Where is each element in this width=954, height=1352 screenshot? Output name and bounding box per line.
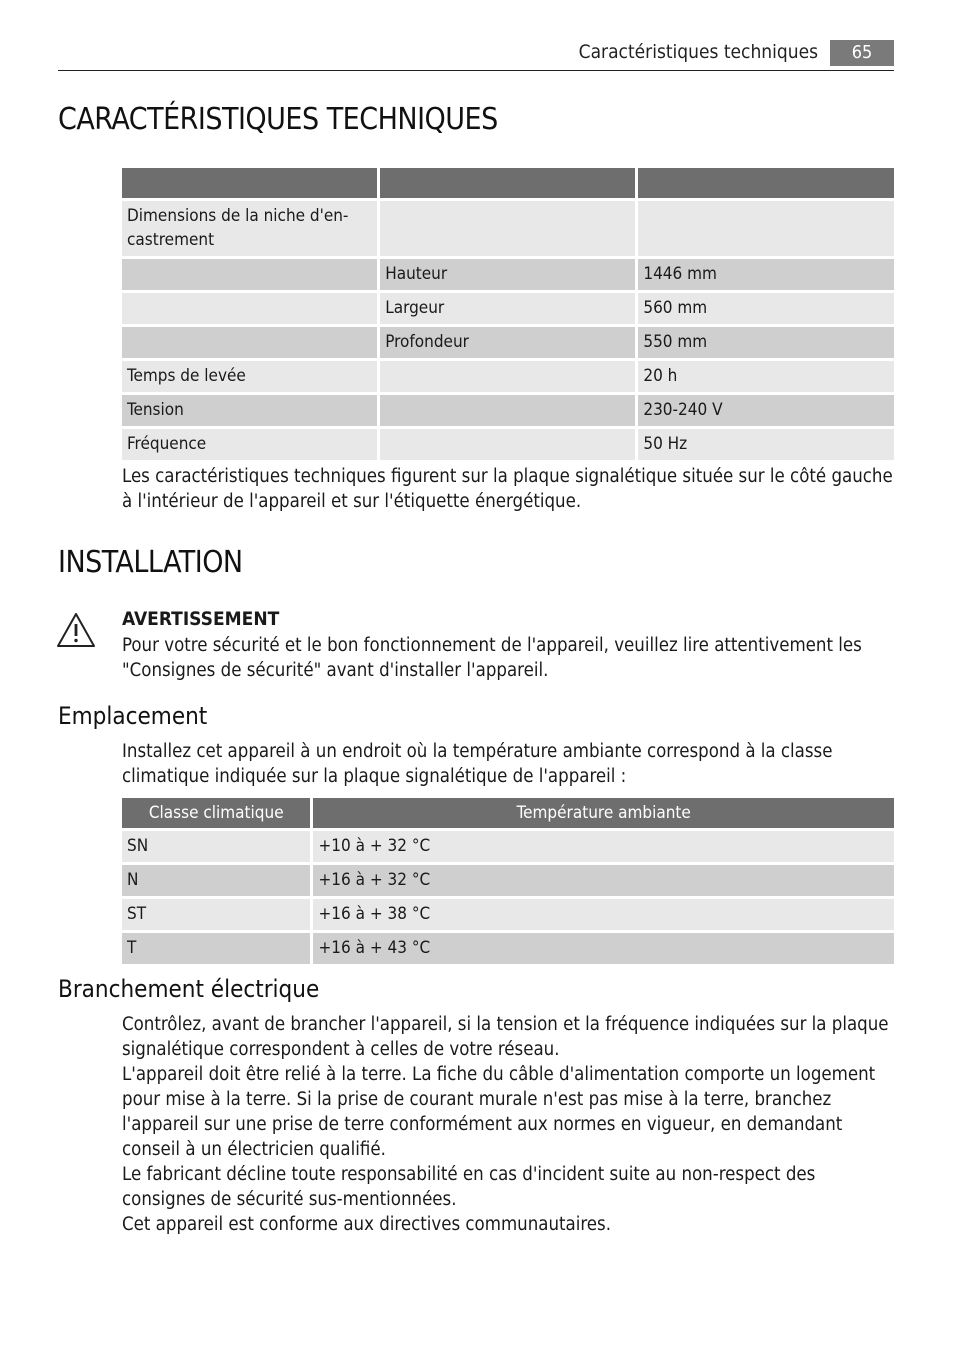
table-row — [122, 899, 894, 930]
table-cell: +10 à + 32 °C — [313, 831, 894, 862]
table-row — [122, 201, 894, 256]
cell-text: Dimensions de la niche d'en- castrement — [127, 206, 349, 250]
table-cell: 20 h — [638, 361, 894, 392]
table-cell: Profondeur — [380, 327, 635, 358]
table-cell: 560 mm — [638, 293, 894, 324]
emplacement-paragraph: Installez cet appareil à un endroit où la température ambiante correspond à la classe climatique indiquée sur la plaque signalétique de l'appareil : — [122, 741, 833, 787]
table-cell: Temps de levée — [122, 361, 377, 392]
table-cell — [380, 201, 635, 256]
table-row — [122, 831, 894, 862]
branchement-text-block — [122, 1012, 894, 1237]
page-number: 65 — [830, 40, 894, 66]
table-cell — [380, 395, 635, 426]
table-cell: ST — [122, 899, 310, 930]
tech-note-paragraph: Les caractéristiques techniques figurent sur la plaque signalétique située sur le côté gauche à l'intérieur de l'appareil et sur l'étiquette énergétique. — [122, 466, 893, 512]
branchement-paragraph: Le fabricant décline toute responsabilité en cas d'incident suite au non-respect des consignes de sécurité sus-mentionnées. — [122, 1164, 816, 1210]
table-cell — [122, 259, 377, 290]
table-row — [122, 395, 894, 426]
table-cell: Fréquence — [122, 429, 377, 460]
table-cell: 50 Hz — [638, 429, 894, 460]
tech-table-header-cell — [380, 168, 635, 198]
table-row — [122, 429, 894, 460]
table-cell: Tension — [122, 395, 377, 426]
table-cell: T — [122, 933, 310, 964]
table-cell: 550 mm — [638, 327, 894, 358]
table-cell: Hauteur — [380, 259, 635, 290]
table-cell: 1446 mm — [638, 259, 894, 290]
tech-table-header-cell — [638, 168, 894, 198]
climate-header-temperature: Température ambiante — [313, 798, 894, 828]
warning-title: AVERTISSEMENT — [122, 608, 280, 630]
header-rule — [58, 70, 894, 71]
branchement-paragraph: Contrôlez, avant de brancher l'appareil, si la tension et la fréquence indiquées sur la plaque signalétique correspondent à celles de votre réseau. — [122, 1014, 889, 1060]
table-row — [122, 327, 894, 358]
climate-header-class: Classe climatique — [122, 798, 310, 828]
running-header-title: Caractéristiques techniques — [578, 41, 818, 63]
subsection-title-branchement: Branchement électrique — [58, 975, 320, 1003]
climate-table-header-row — [122, 798, 894, 828]
table-cell: N — [122, 865, 310, 896]
subsection-title-emplacement: Emplacement — [58, 702, 208, 730]
table-row — [122, 259, 894, 290]
table-cell: SN — [122, 831, 310, 862]
section-title-installation: INSTALLATION — [58, 545, 243, 580]
table-cell: +16 à + 38 °C — [313, 899, 894, 930]
table-row — [122, 933, 894, 964]
table-cell — [638, 201, 894, 256]
table-row — [122, 293, 894, 324]
table-cell: +16 à + 43 °C — [313, 933, 894, 964]
table-cell: Largeur — [380, 293, 635, 324]
branchement-paragraph: Cet appareil est conforme aux directives communautaires. — [122, 1214, 611, 1235]
table-cell: +16 à + 32 °C — [313, 865, 894, 896]
table-cell — [380, 429, 635, 460]
table-row — [122, 361, 894, 392]
warning-text: Pour votre sécurité et le bon fonctionnement de l'appareil, veuillez lire attentivement les "Consignes de sécurité" avant d'installer l'appareil. — [122, 635, 862, 681]
section-title-tech: CARACTÉRISTIQUES TECHNIQUES — [58, 102, 498, 137]
branchement-paragraph: L'appareil doit être relié à la terre. La fiche du câble d'alimentation comporte un logement pour mise à la terre. Si la prise de courant murale n'est pas mise à la terre, branchez l'appareil sur une prise de terre conformément aux normes en vigueur, en demandant conseil à un électricien qualifié. — [122, 1064, 876, 1160]
tech-specs-table — [119, 165, 897, 463]
table-cell: 230-240 V — [638, 395, 894, 426]
table-cell — [122, 293, 377, 324]
table-cell — [380, 361, 635, 392]
warning-triangle-icon — [56, 612, 96, 648]
table-cell — [122, 327, 377, 358]
climate-class-table — [119, 795, 897, 967]
tech-table-header-cell — [122, 168, 377, 198]
tech-table-header-row — [122, 168, 894, 198]
table-cell — [122, 201, 377, 256]
table-row — [122, 865, 894, 896]
